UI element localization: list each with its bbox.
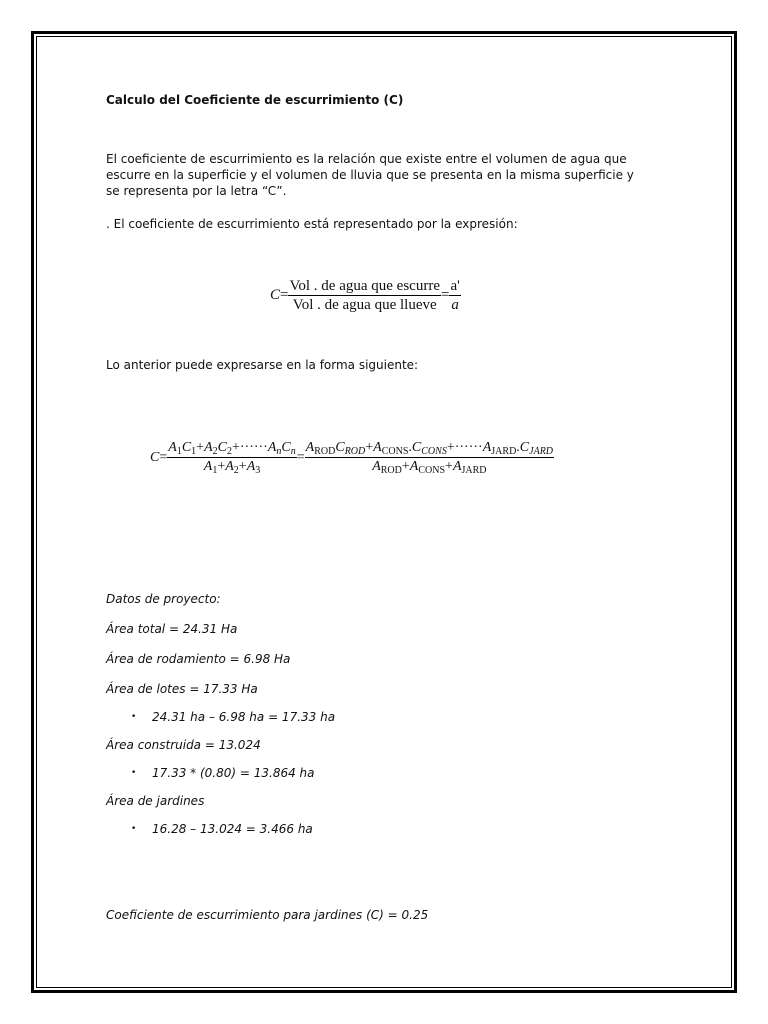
intro-line: El coeficiente de escurrimiento es la relación que existe entre el volumen de agua que [106,152,627,166]
general-fraction [167,440,297,475]
general-numerator: $A_1C_1+A_2C_2+\cdot\cdot\cdot\cdot\cdot\cdot A_nC_n$ [168,440,296,457]
ratio-denominator: a [451,297,459,313]
bullet-marker: • [131,712,137,722]
document-heading: Calculo del Coeficiente de escurrimiento (C) [106,93,404,107]
intro-line: escurre en la superficie y el volumen de lluvia que se presenta en la misma superficie y [106,168,634,182]
alt-form-intro: Lo anterior puede expresarse en la forma siguiente: [106,358,419,372]
area-construida: Área construida = 13.024 [106,738,261,752]
area-jardines: Área de jardines [106,794,205,808]
volume-fraction [288,278,441,313]
project-data-title: Datos de proyecto: [106,592,221,606]
coef-jardines: Coeficiente de escurrimiento para jardines (C) = 0.25 [106,908,429,922]
expression-intro: . El coeficiente de escurrimiento está representado por la expresión: [106,217,518,231]
specific-numerator: $A_{ROD}C_{ROD}+A_{CONS}.C_{CONS}+\cdot\cdot\cdot\cdot\cdot\cdot A_{JARD}.C_{JARD}$ [305,440,554,457]
formula-lhs: C [270,287,281,303]
volume-numerator: Vol . de agua que escurre [289,278,440,294]
specific-fraction [305,440,554,475]
area-lotes: Área de lotes = 17.33 Ha [106,682,258,696]
area-total: Área total = 24.31 Ha [106,622,238,636]
ratio-numerator: a' [450,278,460,294]
weighted-coefficient-formula: C = $\frac{A_1C_1+A_2C_2+\cdot\cdot\cdot\cdot\cdot\cdot A_nC_n}{A_1+A_2+A_3}$ = $\frac{A_{ROD}C_{ROD}+A_{CONS}.C_{CONS}+\cdot\cdot\cdot\cdot\cdot\cdot A_{JARD}.C_{JARD}}{A_{ROD}+A_{CONS}+A_{JARD}}$ [150,440,554,476]
coefficient-formula: C = $\frac{\text{Vol . de agua que escurre}}{\text{Vol . de agua que llueve}}$ = $\frac{a'}{a}$ [270,278,460,313]
bullet-marker: • [131,824,137,834]
jardines-calculation: 16.28 – 13.024 = 3.466 ha [152,822,313,836]
ratio-fraction [449,278,460,313]
intro-line: se representa por la letra “C”. [106,184,287,198]
formula2-lhs: C [150,449,160,465]
general-denominator: $A_1+A_2+A_3$ [203,459,261,476]
volume-denominator: Vol . de agua que llueve [292,297,437,313]
area-rodamiento: Área de rodamiento = 6.98 Ha [106,652,291,666]
lotes-calculation: 24.31 ha – 6.98 ha = 17.33 ha [152,710,336,724]
specific-denominator: $A_{ROD}+A_{CONS}+A_{JARD}$ [372,459,487,476]
bullet-marker: • [131,768,137,778]
construida-calculation: 17.33 * (0.80) = 13.864 ha [152,766,315,780]
intro-paragraph [106,151,634,199]
